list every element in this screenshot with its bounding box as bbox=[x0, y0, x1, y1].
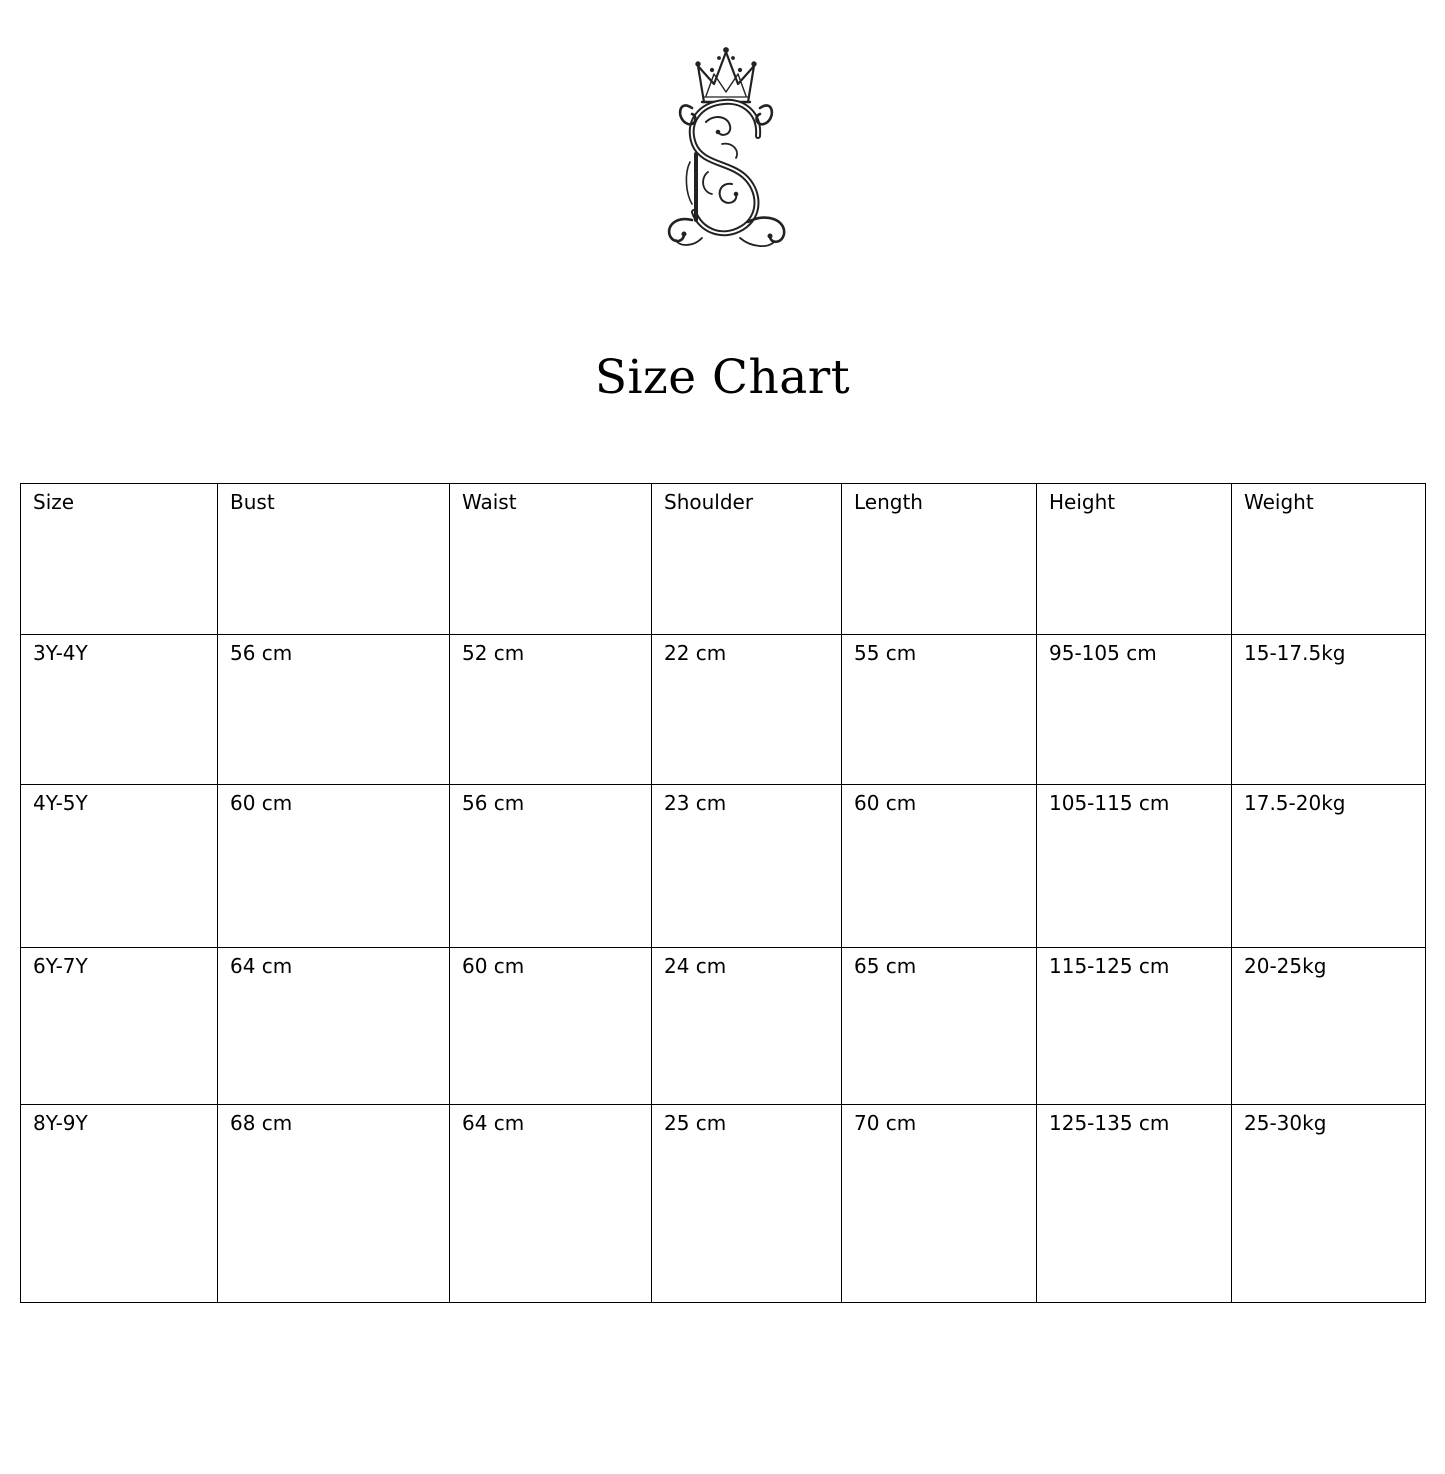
crown-icon bbox=[696, 48, 756, 102]
size-chart-table bbox=[20, 483, 1426, 1303]
header-cell-shoulder: Shoulder bbox=[652, 484, 842, 635]
table-cell: 6Y-7Y bbox=[21, 948, 218, 1105]
table-cell: 15-17.5kg bbox=[1232, 635, 1426, 785]
table-cell: 3Y-4Y bbox=[21, 635, 218, 785]
table-cell: 4Y-5Y bbox=[21, 785, 218, 948]
table-cell: 8Y-9Y bbox=[21, 1105, 218, 1303]
table-cell: 64 cm bbox=[218, 948, 450, 1105]
header-cell-bust: Bust bbox=[218, 484, 450, 635]
table-cell: 60 cm bbox=[218, 785, 450, 948]
table-cell: 105-115 cm bbox=[1037, 785, 1232, 948]
page-title: Size Chart bbox=[594, 350, 851, 405]
table-row bbox=[21, 948, 1426, 1105]
table-cell: 52 cm bbox=[450, 635, 652, 785]
table-cell: 24 cm bbox=[652, 948, 842, 1105]
table-cell: 125-135 cm bbox=[1037, 1105, 1232, 1303]
table-row bbox=[21, 635, 1426, 785]
table-cell: 20-25kg bbox=[1232, 948, 1426, 1105]
table-cell: 70 cm bbox=[842, 1105, 1037, 1303]
crowned-s-monogram-icon bbox=[662, 44, 792, 250]
s-letter-icon bbox=[669, 102, 784, 246]
table-cell: 95-105 cm bbox=[1037, 635, 1232, 785]
table-cell: 65 cm bbox=[842, 948, 1037, 1105]
table-cell: 56 cm bbox=[218, 635, 450, 785]
header-cell-height: Height bbox=[1037, 484, 1232, 635]
header-cell-size: Size bbox=[21, 484, 218, 635]
header-cell-waist: Waist bbox=[450, 484, 652, 635]
table-cell: 60 cm bbox=[450, 948, 652, 1105]
table-cell: 23 cm bbox=[652, 785, 842, 948]
table-cell: 56 cm bbox=[450, 785, 652, 948]
table-cell: 68 cm bbox=[218, 1105, 450, 1303]
table-cell: 22 cm bbox=[652, 635, 842, 785]
table-cell: 55 cm bbox=[842, 635, 1037, 785]
table-row bbox=[21, 1105, 1426, 1303]
header-cell-weight: Weight bbox=[1232, 484, 1426, 635]
table-cell: 60 cm bbox=[842, 785, 1037, 948]
table-cell: 64 cm bbox=[450, 1105, 652, 1303]
table-cell: 25-30kg bbox=[1232, 1105, 1426, 1303]
table-cell: 17.5-20kg bbox=[1232, 785, 1426, 948]
table-header-row bbox=[21, 484, 1426, 635]
table-cell: 115-125 cm bbox=[1037, 948, 1232, 1105]
header-cell-length: Length bbox=[842, 484, 1037, 635]
table-row bbox=[21, 785, 1426, 948]
table-cell: 25 cm bbox=[652, 1105, 842, 1303]
